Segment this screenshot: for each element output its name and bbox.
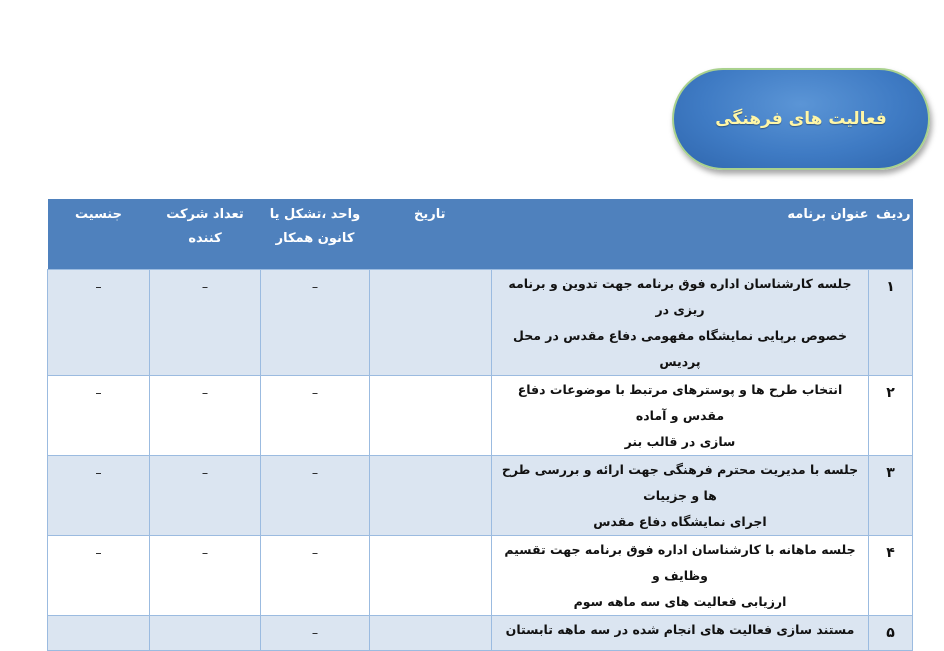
header-unit-line2: کانون همکار [275,231,355,246]
header-gender: جنسیت [48,199,150,270]
table-row [48,456,913,536]
gender-cell [48,616,150,651]
unit-cell: – [261,616,370,651]
activities-table [47,199,913,651]
header-participants [150,199,261,270]
program-title-line: جلسه ماهانه با کارشناسان اداره فوق برنامه جهت تقسیم وظایف و [504,542,856,583]
date-cell [370,456,492,536]
header-program-title: عنوان برنامه [492,199,869,270]
program-title-cell [492,270,869,376]
gender-cell: – [48,536,150,616]
program-title-line: سازی در قالب بنر [624,434,736,449]
program-title-cell [492,376,869,456]
program-title-line: جلسه با مدیریت محترم فرهنگی جهت ارائه و بررسی طرح ها و جزییات [501,462,859,503]
unit-cell: – [261,270,370,376]
participants-cell: – [150,536,261,616]
participants-cell: – [150,376,261,456]
row-number: ۳ [869,456,913,536]
gender-cell: – [48,270,150,376]
program-title-cell [492,616,869,651]
participants-cell: – [150,456,261,536]
program-title-cell [492,456,869,536]
section-title-banner [672,68,930,170]
header-row-no: ردیف [869,199,913,270]
header-participants-line2: کننده [188,231,222,246]
table-row [48,270,913,376]
row-number: ۴ [869,536,913,616]
date-cell [370,616,492,651]
program-title-line: ارزیابی فعالیت های سه ماهه سوم [573,594,787,609]
unit-cell: – [261,536,370,616]
header-date: تاریخ [370,199,492,270]
gender-cell: – [48,456,150,536]
table-row [48,376,913,456]
participants-cell [150,616,261,651]
program-title-line: اجرای نمایشگاه دفاع مقدس [593,514,767,529]
program-title-line: جلسه کارشناسان اداره فوق برنامه جهت تدوین و برنامه ریزی در [508,276,852,317]
gender-cell: – [48,376,150,456]
header-unit [261,199,370,270]
program-title-line: خصوص برپایی نمایشگاه مفهومی دفاع مقدس در محل پردیس [513,328,847,369]
program-title-cell [492,536,869,616]
table-row [48,536,913,616]
table-header-row [48,199,913,270]
row-number: ۵ [869,616,913,651]
date-cell [370,536,492,616]
program-title-line: انتخاب طرح ها و پوسترهای مرتبط با موضوعات دفاع مقدس و آماده [517,382,843,423]
row-number: ۲ [869,376,913,456]
unit-cell: – [261,376,370,456]
date-cell [370,376,492,456]
table-row [48,616,913,651]
section-title: فعالیت های فرهنگی [715,109,887,129]
unit-cell: – [261,456,370,536]
header-unit-line1: واحد ،تشکل یا [269,207,361,222]
header-participants-line1: تعداد شرکت [166,207,244,222]
date-cell [370,270,492,376]
participants-cell: – [150,270,261,376]
program-title-line: مستند سازی فعالیت های انجام شده در سه ماهه تابستان [505,622,855,637]
row-number: ۱ [869,270,913,376]
